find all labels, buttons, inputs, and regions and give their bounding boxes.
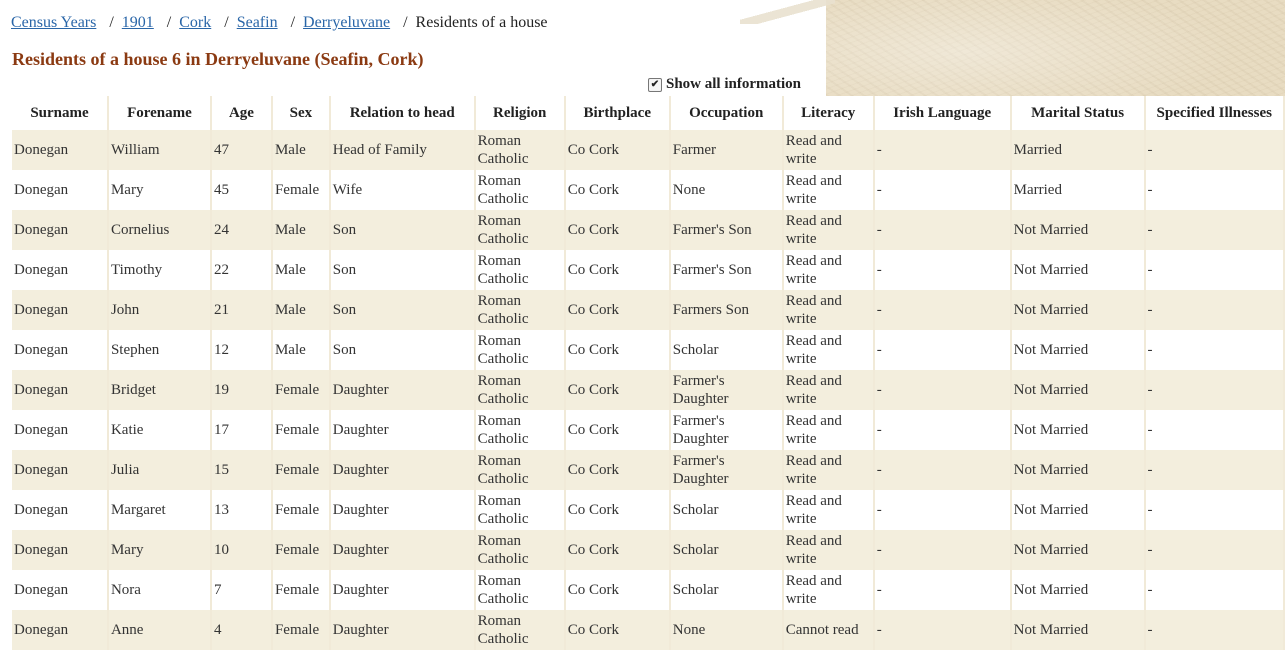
show-all-toggle[interactable] xyxy=(648,76,801,93)
cell-literacy: Read and write xyxy=(783,250,874,290)
cell-birthplace: Co Cork xyxy=(565,130,670,170)
cell-literacy: Read and write xyxy=(783,210,874,250)
table-row xyxy=(12,290,1284,330)
cell-specified-illnesses: - xyxy=(1145,530,1284,570)
cell-irish-language: - xyxy=(874,570,1011,610)
cell-literacy: Read and write xyxy=(783,410,874,450)
cell-forename: Julia xyxy=(108,450,211,490)
cell-sex: Female xyxy=(272,170,330,210)
cell-birthplace: Co Cork xyxy=(565,410,670,450)
cell-forename: Anne xyxy=(108,610,211,650)
cell-occupation: Farmer's Son xyxy=(670,210,783,250)
cell-marital-status: Not Married xyxy=(1011,210,1145,250)
cell-age: 24 xyxy=(211,210,272,250)
cell-birthplace: Co Cork xyxy=(565,530,670,570)
cell-specified-illnesses: - xyxy=(1145,290,1284,330)
cell-forename: Katie xyxy=(108,410,211,450)
column-header-literacy[interactable]: Literacy xyxy=(783,96,874,130)
cell-age: 4 xyxy=(211,610,272,650)
cell-age: 15 xyxy=(211,450,272,490)
cell-relation: Daughter xyxy=(330,490,475,530)
cell-religion: Roman Catholic xyxy=(475,170,565,210)
cell-relation: Daughter xyxy=(330,570,475,610)
cell-specified-illnesses: - xyxy=(1145,450,1284,490)
cell-birthplace: Co Cork xyxy=(565,170,670,210)
column-header-forename[interactable]: Forename xyxy=(108,96,211,130)
cell-occupation: None xyxy=(670,610,783,650)
cell-irish-language: - xyxy=(874,170,1011,210)
breadcrumb-link-1901[interactable]: 1901 xyxy=(121,14,154,31)
column-header-sex[interactable]: Sex xyxy=(272,96,330,130)
page-title: Residents of a house 6 in Derryeluvane (Seafin, Cork) xyxy=(12,49,424,69)
cell-birthplace: Co Cork xyxy=(565,210,670,250)
cell-specified-illnesses: - xyxy=(1145,370,1284,410)
cell-irish-language: - xyxy=(874,210,1011,250)
cell-religion: Roman Catholic xyxy=(475,450,565,490)
cell-sex: Female xyxy=(272,370,330,410)
table-row xyxy=(12,490,1284,530)
cell-specified-illnesses: - xyxy=(1145,250,1284,290)
cell-forename: Margaret xyxy=(108,490,211,530)
cell-literacy: Read and write xyxy=(783,370,874,410)
cell-surname: Donegan xyxy=(12,250,108,290)
cell-relation: Daughter xyxy=(330,530,475,570)
cell-relation: Wife xyxy=(330,170,475,210)
cell-literacy: Read and write xyxy=(783,570,874,610)
cell-birthplace: Co Cork xyxy=(565,570,670,610)
cell-surname: Donegan xyxy=(12,170,108,210)
column-header-birthplace[interactable]: Birthplace xyxy=(565,96,670,130)
cell-relation: Daughter xyxy=(330,610,475,650)
cell-irish-language: - xyxy=(874,450,1011,490)
table-row xyxy=(12,530,1284,570)
breadcrumb-link-census-years[interactable]: Census Years xyxy=(11,14,97,31)
cell-surname: Donegan xyxy=(12,410,108,450)
breadcrumb-link-derryeluvane[interactable]: Derryeluvane xyxy=(303,14,391,31)
table-header-row xyxy=(12,96,1284,130)
cell-specified-illnesses: - xyxy=(1145,570,1284,610)
breadcrumb-link-cork[interactable]: Cork xyxy=(179,14,212,31)
cell-age: 12 xyxy=(211,330,272,370)
decorative-swoosh xyxy=(740,0,835,24)
cell-sex: Male xyxy=(272,290,330,330)
cell-forename: John xyxy=(108,290,211,330)
cell-literacy: Read and write xyxy=(783,530,874,570)
cell-religion: Roman Catholic xyxy=(475,410,565,450)
table-row xyxy=(12,370,1284,410)
table-row xyxy=(12,410,1284,450)
cell-occupation: Farmers Son xyxy=(670,290,783,330)
cell-age: 7 xyxy=(211,570,272,610)
cell-religion: Roman Catholic xyxy=(475,130,565,170)
cell-sex: Male xyxy=(272,330,330,370)
cell-irish-language: - xyxy=(874,530,1011,570)
cell-sex: Male xyxy=(272,250,330,290)
cell-marital-status: Not Married xyxy=(1011,410,1145,450)
cell-marital-status: Not Married xyxy=(1011,490,1145,530)
cell-occupation: Scholar xyxy=(670,490,783,530)
cell-irish-language: - xyxy=(874,490,1011,530)
column-header-irish-language[interactable]: Irish Language xyxy=(874,96,1011,130)
cell-marital-status: Married xyxy=(1011,130,1145,170)
cell-age: 22 xyxy=(211,250,272,290)
cell-literacy: Cannot read xyxy=(783,610,874,650)
cell-religion: Roman Catholic xyxy=(475,570,565,610)
cell-religion: Roman Catholic xyxy=(475,210,565,250)
cell-birthplace: Co Cork xyxy=(565,610,670,650)
breadcrumb-current: Residents of a house xyxy=(415,14,548,31)
cell-relation: Daughter xyxy=(330,370,475,410)
breadcrumb xyxy=(11,14,548,32)
cell-literacy: Read and write xyxy=(783,130,874,170)
cell-religion: Roman Catholic xyxy=(475,610,565,650)
cell-sex: Male xyxy=(272,210,330,250)
cell-specified-illnesses: - xyxy=(1145,490,1284,530)
cell-religion: Roman Catholic xyxy=(475,490,565,530)
table-row xyxy=(12,450,1284,490)
cell-specified-illnesses: - xyxy=(1145,410,1284,450)
cell-sex: Male xyxy=(272,130,330,170)
residents-table xyxy=(12,96,1285,650)
cell-sex: Female xyxy=(272,490,330,530)
breadcrumb-separator: / xyxy=(109,14,114,31)
cell-relation: Son xyxy=(330,250,475,290)
cell-specified-illnesses: - xyxy=(1145,210,1284,250)
cell-surname: Donegan xyxy=(12,530,108,570)
cell-surname: Donegan xyxy=(12,570,108,610)
cell-irish-language: - xyxy=(874,330,1011,370)
cell-religion: Roman Catholic xyxy=(475,370,565,410)
column-header-occupation[interactable]: Occupation xyxy=(670,96,783,130)
breadcrumb-link-seafin[interactable]: Seafin xyxy=(236,14,278,31)
cell-occupation: Scholar xyxy=(670,330,783,370)
table-row xyxy=(12,330,1284,370)
cell-marital-status: Not Married xyxy=(1011,570,1145,610)
cell-sex: Female xyxy=(272,610,330,650)
cell-marital-status: Not Married xyxy=(1011,330,1145,370)
cell-surname: Donegan xyxy=(12,610,108,650)
cell-surname: Donegan xyxy=(12,290,108,330)
cell-forename: Bridget xyxy=(108,370,211,410)
cell-literacy: Read and write xyxy=(783,450,874,490)
column-header-relation[interactable]: Relation to head xyxy=(330,96,475,130)
cell-forename: Timothy xyxy=(108,250,211,290)
cell-marital-status: Not Married xyxy=(1011,370,1145,410)
cell-age: 13 xyxy=(211,490,272,530)
cell-irish-language: - xyxy=(874,610,1011,650)
cell-forename: Mary xyxy=(108,170,211,210)
cell-occupation: Scholar xyxy=(670,530,783,570)
cell-occupation: Farmer's Daughter xyxy=(670,450,783,490)
column-header-surname[interactable]: Surname xyxy=(12,96,108,130)
table-row xyxy=(12,610,1284,650)
cell-marital-status: Married xyxy=(1011,170,1145,210)
cell-age: 17 xyxy=(211,410,272,450)
cell-forename: William xyxy=(108,130,211,170)
cell-literacy: Read and write xyxy=(783,490,874,530)
cell-religion: Roman Catholic xyxy=(475,330,565,370)
cell-specified-illnesses: - xyxy=(1145,170,1284,210)
cell-forename: Stephen xyxy=(108,330,211,370)
breadcrumb-separator: / xyxy=(290,14,296,31)
cell-specified-illnesses: - xyxy=(1145,130,1284,170)
cell-literacy: Read and write xyxy=(783,290,874,330)
cell-sex: Female xyxy=(272,450,330,490)
cell-specified-illnesses: - xyxy=(1145,610,1284,650)
cell-marital-status: Not Married xyxy=(1011,610,1145,650)
cell-occupation: Farmer's Daughter xyxy=(670,410,783,450)
cell-occupation: Scholar xyxy=(670,570,783,610)
cell-relation: Son xyxy=(330,210,475,250)
cell-occupation: Farmer's Son xyxy=(670,250,783,290)
cell-marital-status: Not Married xyxy=(1011,290,1145,330)
cell-marital-status: Not Married xyxy=(1011,450,1145,490)
cell-irish-language: - xyxy=(874,410,1011,450)
show-all-checkbox[interactable]: ✔ xyxy=(648,78,662,92)
cell-surname: Donegan xyxy=(12,370,108,410)
cell-religion: Roman Catholic xyxy=(475,530,565,570)
cell-specified-illnesses: - xyxy=(1145,330,1284,370)
column-header-specified-illnesses[interactable]: Specified Illnesses xyxy=(1145,96,1284,130)
cell-surname: Donegan xyxy=(12,490,108,530)
cell-birthplace: Co Cork xyxy=(565,330,670,370)
cell-age: 19 xyxy=(211,370,272,410)
cell-surname: Donegan xyxy=(12,130,108,170)
cell-irish-language: - xyxy=(874,290,1011,330)
cell-surname: Donegan xyxy=(12,330,108,370)
cell-birthplace: Co Cork xyxy=(565,450,670,490)
cell-relation: Son xyxy=(330,330,475,370)
table-row xyxy=(12,250,1284,290)
cell-religion: Roman Catholic xyxy=(475,290,565,330)
cell-forename: Nora xyxy=(108,570,211,610)
cell-irish-language: - xyxy=(874,250,1011,290)
cell-occupation: None xyxy=(670,170,783,210)
cell-relation: Daughter xyxy=(330,410,475,450)
table-row xyxy=(12,210,1284,250)
cell-age: 10 xyxy=(211,530,272,570)
cell-marital-status: Not Married xyxy=(1011,530,1145,570)
cell-age: 47 xyxy=(211,130,272,170)
cell-birthplace: Co Cork xyxy=(565,370,670,410)
cell-religion: Roman Catholic xyxy=(475,250,565,290)
table-row xyxy=(12,130,1284,170)
cell-literacy: Read and write xyxy=(783,170,874,210)
cell-irish-language: - xyxy=(874,130,1011,170)
cell-birthplace: Co Cork xyxy=(565,290,670,330)
cell-forename: Mary xyxy=(108,530,211,570)
cell-sex: Female xyxy=(272,530,330,570)
cell-birthplace: Co Cork xyxy=(565,250,670,290)
cell-marital-status: Not Married xyxy=(1011,250,1145,290)
column-header-marital-status[interactable]: Marital Status xyxy=(1011,96,1145,130)
cell-occupation: Farmer xyxy=(670,130,783,170)
breadcrumb-separator: / xyxy=(403,14,408,31)
breadcrumb-separator: / xyxy=(166,14,172,31)
show-all-label: Show all information xyxy=(666,76,802,92)
cell-relation: Head of Family xyxy=(330,130,475,170)
cell-age: 45 xyxy=(211,170,272,210)
table-row xyxy=(12,570,1284,610)
cell-age: 21 xyxy=(211,290,272,330)
cell-relation: Daughter xyxy=(330,450,475,490)
cell-sex: Female xyxy=(272,410,330,450)
cell-literacy: Read and write xyxy=(783,330,874,370)
cell-surname: Donegan xyxy=(12,450,108,490)
table-row xyxy=(12,170,1284,210)
cell-relation: Son xyxy=(330,290,475,330)
cell-irish-language: - xyxy=(874,370,1011,410)
cell-surname: Donegan xyxy=(12,210,108,250)
cell-occupation: Farmer's Daughter xyxy=(670,370,783,410)
cell-sex: Female xyxy=(272,570,330,610)
breadcrumb-separator: / xyxy=(224,14,229,31)
cell-forename: Cornelius xyxy=(108,210,211,250)
column-header-religion[interactable]: Religion xyxy=(475,96,565,130)
column-header-age[interactable]: Age xyxy=(211,96,272,130)
cell-birthplace: Co Cork xyxy=(565,490,670,530)
